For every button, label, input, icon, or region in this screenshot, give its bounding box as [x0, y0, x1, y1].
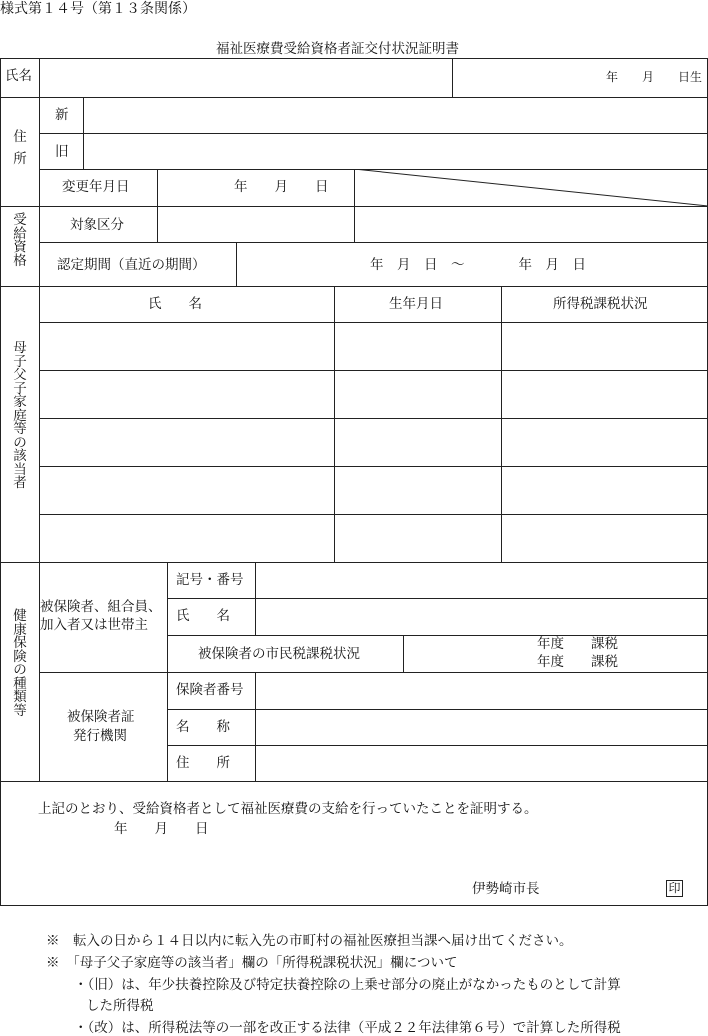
- note-4: ・（改）は、所得税法等の一部を改正する法律（平成２２年法律第６号）で計算した所得税: [74, 1020, 621, 1036]
- note-2: ※ 「母子父子家庭等の該当者」欄の「所得税課税状況」欄について: [46, 955, 458, 971]
- household-name-header: 氏 名: [148, 296, 202, 312]
- insurer-number-label: 保険者番号: [176, 682, 244, 698]
- issuer-label-line1: 被保険者証: [67, 709, 135, 725]
- note-3-continued: した所得税: [86, 998, 154, 1014]
- address-label: 住 所: [13, 129, 27, 167]
- period-label: 認定期間（直近の期間）: [57, 257, 206, 273]
- diagonal-strike: [354, 169, 708, 207]
- note-3: ・（旧）は、年少扶養控除及び特定扶養控除の上乗せ部分の廃止がなかったものとして計算: [74, 977, 621, 993]
- note-1: ※ 転入の日から１４日以内に転入先の市町村の福祉医療担当課へ届け出てください。: [46, 933, 573, 949]
- household-birth-header: 生年月日: [389, 296, 443, 312]
- insured-name-label: 氏 名: [176, 608, 230, 624]
- period-value: 年 月 日 ～ 年 月 日: [370, 257, 586, 273]
- tax-status-line1: 年度 課税: [537, 636, 618, 652]
- insurer-name-label: 名 称: [176, 719, 230, 735]
- insured-label-line1: 被保険者、組合員、: [40, 599, 162, 615]
- document-title: 福祉医療費受給資格者証交付状況証明書: [216, 41, 459, 57]
- insurer-address-label: 住 所: [176, 755, 230, 771]
- change-date-label: 変更年月日: [62, 179, 130, 195]
- change-date-value: 年 月 日: [234, 179, 329, 195]
- address-old-label: 旧: [55, 144, 69, 160]
- tax-status-label: 被保険者の市民税課税状況: [198, 646, 360, 662]
- tax-status-line2: 年度 課税: [537, 654, 618, 670]
- issuer-label-line2: 発行機関: [73, 728, 127, 744]
- household-label: 母 子 父 子 家 庭 等 の 該 当 者: [13, 340, 27, 491]
- household-tax-header: 所得税課税状況: [553, 296, 648, 312]
- seal-mark: 印: [666, 880, 683, 897]
- certification-statement: 上記のとおり、受給資格者として福祉医療費の支給を行っていたことを証明する。: [38, 801, 538, 817]
- name-label: 氏名: [5, 68, 32, 84]
- insured-label-line2: 加入者又は世帯主: [40, 617, 148, 633]
- form-number: 様式第１４号（第１３条関係）: [0, 1, 196, 17]
- eligibility-label: 受 給 資 格: [13, 212, 27, 269]
- birthdate-field: 年 月 日生: [606, 70, 703, 84]
- certification-date: 年 月 日: [114, 821, 209, 837]
- address-new-label: 新: [55, 107, 69, 123]
- category-label: 対象区分: [70, 217, 124, 233]
- insurance-label: 健 康 保 険 の 種 類 等: [13, 608, 27, 719]
- symbol-number-label: 記号・番号: [176, 572, 244, 588]
- mayor-title: 伊勢崎市長: [472, 881, 540, 897]
